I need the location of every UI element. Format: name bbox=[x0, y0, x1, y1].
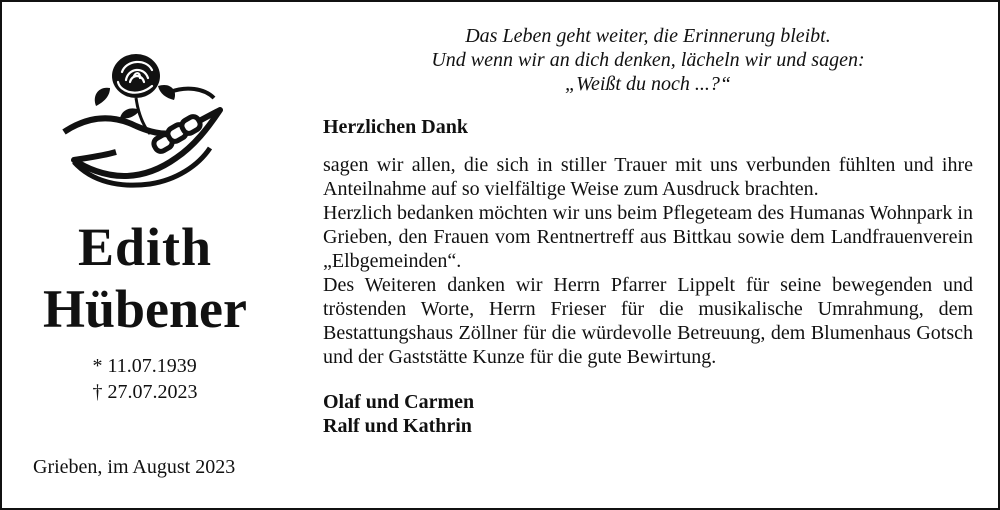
body-paragraph: Des Weiteren danken wir Herrn Pfarrer Lippelt für seine bewegenden und tröstenden Worte, Herrn Frieser für die musikalische Umrahmung, dem Bestattungshaus Zöllner für die würdevolle Betreuung, dem Blumenhaus Gotsch und der Gaststätte Kunze für die gute Bewirtung. bbox=[323, 274, 973, 368]
quote-line: Und wenn wir an dich denken, lächeln wir und sagen: bbox=[431, 49, 865, 71]
signer-line: Olaf und Carmen bbox=[323, 391, 475, 413]
deceased-last-name: Hübener bbox=[42, 279, 247, 339]
left-column bbox=[0, 0, 290, 506]
rose-in-hands-icon bbox=[58, 36, 228, 192]
thanks-body bbox=[323, 153, 973, 369]
death-date: † 27.07.2023 bbox=[92, 381, 198, 403]
quote-line: Das Leben geht weiter, die Erinnerung bleibt. bbox=[465, 25, 831, 47]
quote-line: „Weißt du noch ...?“ bbox=[565, 73, 731, 95]
birth-date: * 11.07.1939 bbox=[92, 355, 197, 377]
place-date: Grieben, im August 2023 bbox=[33, 456, 236, 478]
quote bbox=[323, 24, 973, 96]
body-paragraph: sagen wir allen, die sich in stiller Trauer mit uns verbunden fühlten und ihre Anteilnahme auf so vielfältige Weise zum Ausdruck brachten. bbox=[323, 154, 973, 200]
deceased-first-name: Edith bbox=[77, 217, 213, 277]
signers bbox=[323, 390, 474, 438]
signer-line: Ralf und Kathrin bbox=[323, 415, 472, 437]
thanks-heading: Herzlichen Dank bbox=[323, 116, 468, 138]
body-paragraph: Herzlich bedanken möchten wir uns beim Pflegeteam des Humanas Wohnpark in Grieben, den Frauen vom Rentnertreff aus Bittkau sowie dem Landfrauenverein „Elbgemeinden“. bbox=[323, 202, 973, 272]
life-dates bbox=[0, 353, 290, 405]
